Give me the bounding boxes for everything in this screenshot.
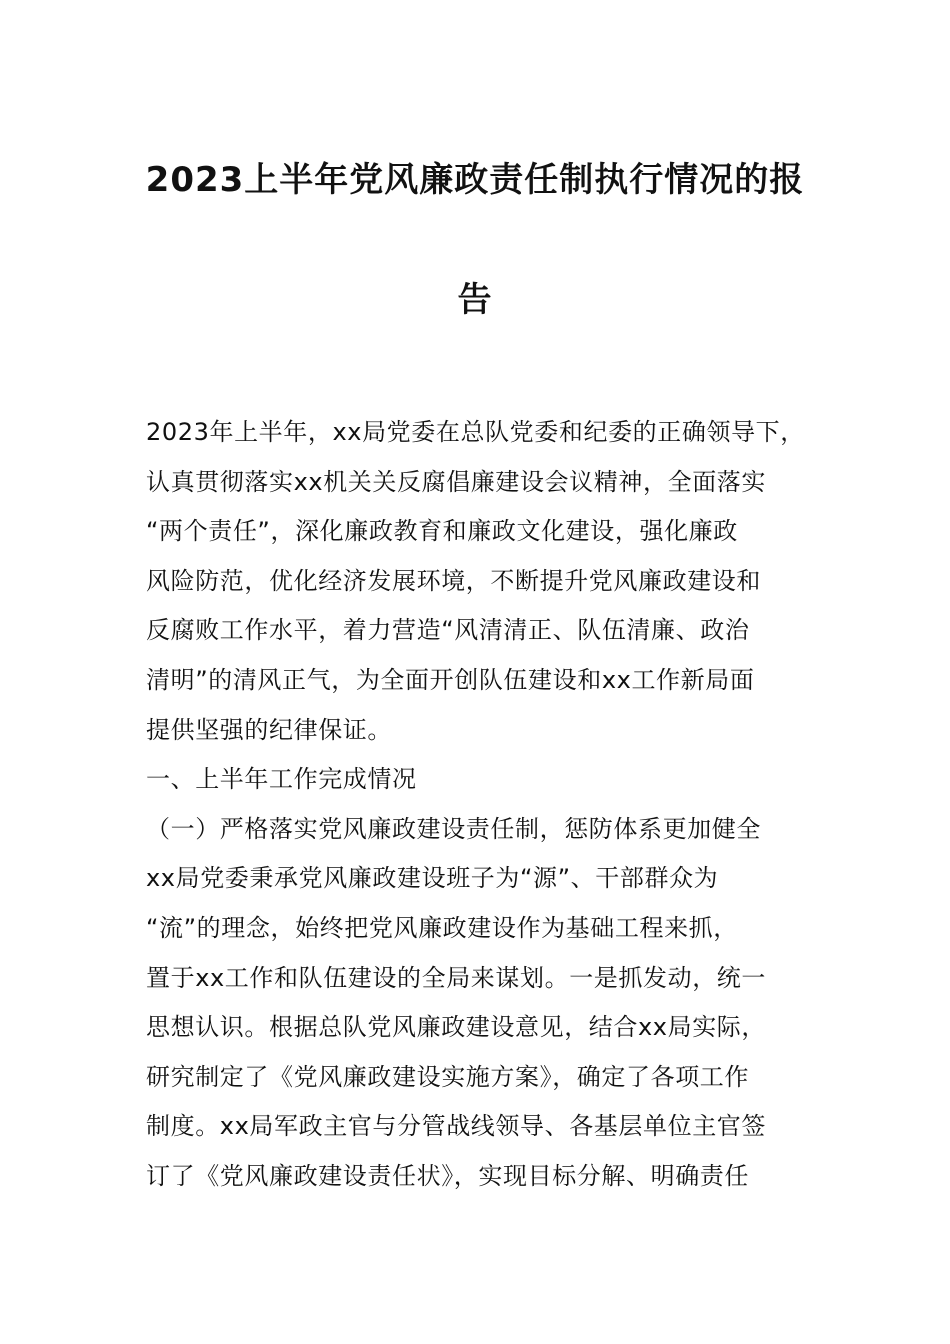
body-line: 制度。xx局军政主官与分管战线领导、各基层单位主官签 bbox=[146, 1112, 767, 1141]
body-line: “两个责任”，深化廉政教育和廉政文化建设，强化廉政 bbox=[146, 517, 738, 546]
body-line: “流”的理念，始终把党风廉政建设作为基础工程来抓， bbox=[146, 913, 738, 942]
body-line: 反腐败工作水平，着力营造“风清清正、队伍清廉、政治 bbox=[146, 616, 750, 645]
body-line: 置于xx工作和队伍建设的全局来谋划。一是抓发动，统一 bbox=[146, 963, 767, 992]
body-line: xx局党委秉承党风廉政建设班子为“源”、干部群众为 bbox=[146, 864, 719, 893]
body-line: 认真贯彻落实xx机关关反腐倡廉建设会议精神，全面落实 bbox=[146, 467, 767, 496]
section-heading: 一、上半年工作完成情况 bbox=[146, 765, 417, 794]
document-body bbox=[146, 408, 816, 1202]
document-title-line-1: 2023上半年党风廉政责任制执行情况的报 bbox=[145, 160, 805, 200]
subsection-heading: （一）严格落实党风廉政建设责任制，惩防体系更加健全 bbox=[146, 814, 761, 843]
body-line: 清明”的清风正气，为全面开创队伍建设和xx工作新局面 bbox=[146, 665, 755, 694]
body-line: 订了《党风廉政建设责任状》，实现目标分解、明确责任 bbox=[146, 1161, 749, 1190]
body-line: 提供坚强的纪律保证。 bbox=[146, 715, 392, 744]
body-line: 研究制定了《党风廉政建设实施方案》，确定了各项工作 bbox=[146, 1062, 749, 1091]
body-line: 思想认识。根据总队党风廉政建设意见，结合xx局实际， bbox=[146, 1013, 767, 1042]
body-line: 2023年上半年，xx局党委在总队党委和纪委的正确领导下， bbox=[146, 418, 805, 446]
document-title-line-2: 告 bbox=[457, 280, 493, 320]
body-line: 风险防范，优化经济发展环境，不断提升党风廉政建设和 bbox=[146, 566, 761, 595]
